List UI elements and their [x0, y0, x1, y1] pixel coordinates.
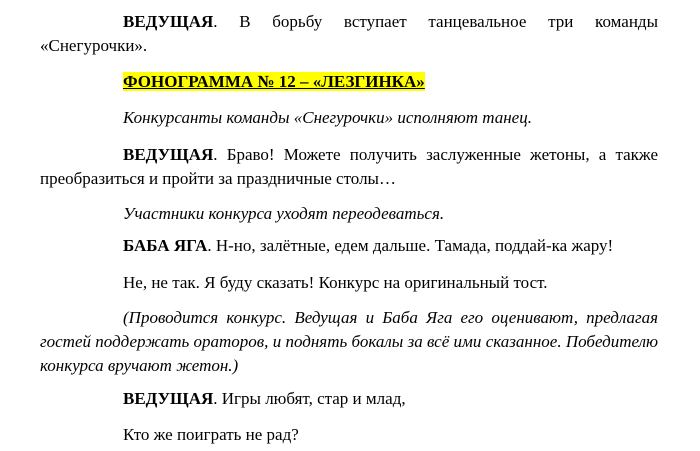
paragraph-text: . Браво! Можете получить заслуженные жетоны, а также преобразиться и пройти за праздничные столы… [40, 145, 658, 188]
paragraph-text: Кто же поиграть не рад? [123, 425, 299, 444]
stage-direction: Конкурсанты команды «Снегурочки» исполняют танец. [123, 108, 532, 127]
paragraph-5 [123, 202, 658, 226]
paragraph-text: Не, не так. Я буду сказать! Конкурс на оригинальный тост. [123, 273, 548, 292]
paragraph-text: . Н-но, залётные, едем дальше. Тамада, поддай-ка жару! [207, 236, 614, 255]
stage-direction: (Проводится конкурс. Ведущая и Баба Яга его оценивают, предлагая гостей поддержать ораторов, и поднять бокалы за всё ими сказанное. Победителю конкурса вручают жетон.) [40, 308, 658, 375]
paragraph-text: . В борьбу вступает танцевальное три команды «Снегурочки». [40, 12, 658, 55]
paragraph-7 [123, 271, 658, 295]
soundtrack-heading: ФОНОГРАММА № 12 – «ЛЕЗГИНКА» [123, 72, 425, 91]
speaker-label: ВЕДУЩАЯ [123, 12, 214, 31]
speaker-label: ВЕДУЩАЯ [123, 389, 214, 408]
stage-direction: Участники конкурса уходят переодеваться. [123, 204, 445, 223]
paragraph-1 [40, 10, 658, 58]
paragraph-3 [123, 106, 658, 130]
paragraph-9 [123, 387, 658, 411]
speaker-label: ВЕДУЩАЯ [123, 145, 214, 164]
paragraph-8 [40, 306, 658, 378]
speaker-label: БАБА ЯГА [123, 236, 208, 255]
paragraph-2 [123, 70, 658, 94]
paragraph-6 [123, 234, 658, 258]
paragraph-4 [40, 143, 658, 191]
paragraph-text: . Игры любят, стар и млад, [213, 389, 406, 408]
paragraph-10 [123, 423, 658, 447]
